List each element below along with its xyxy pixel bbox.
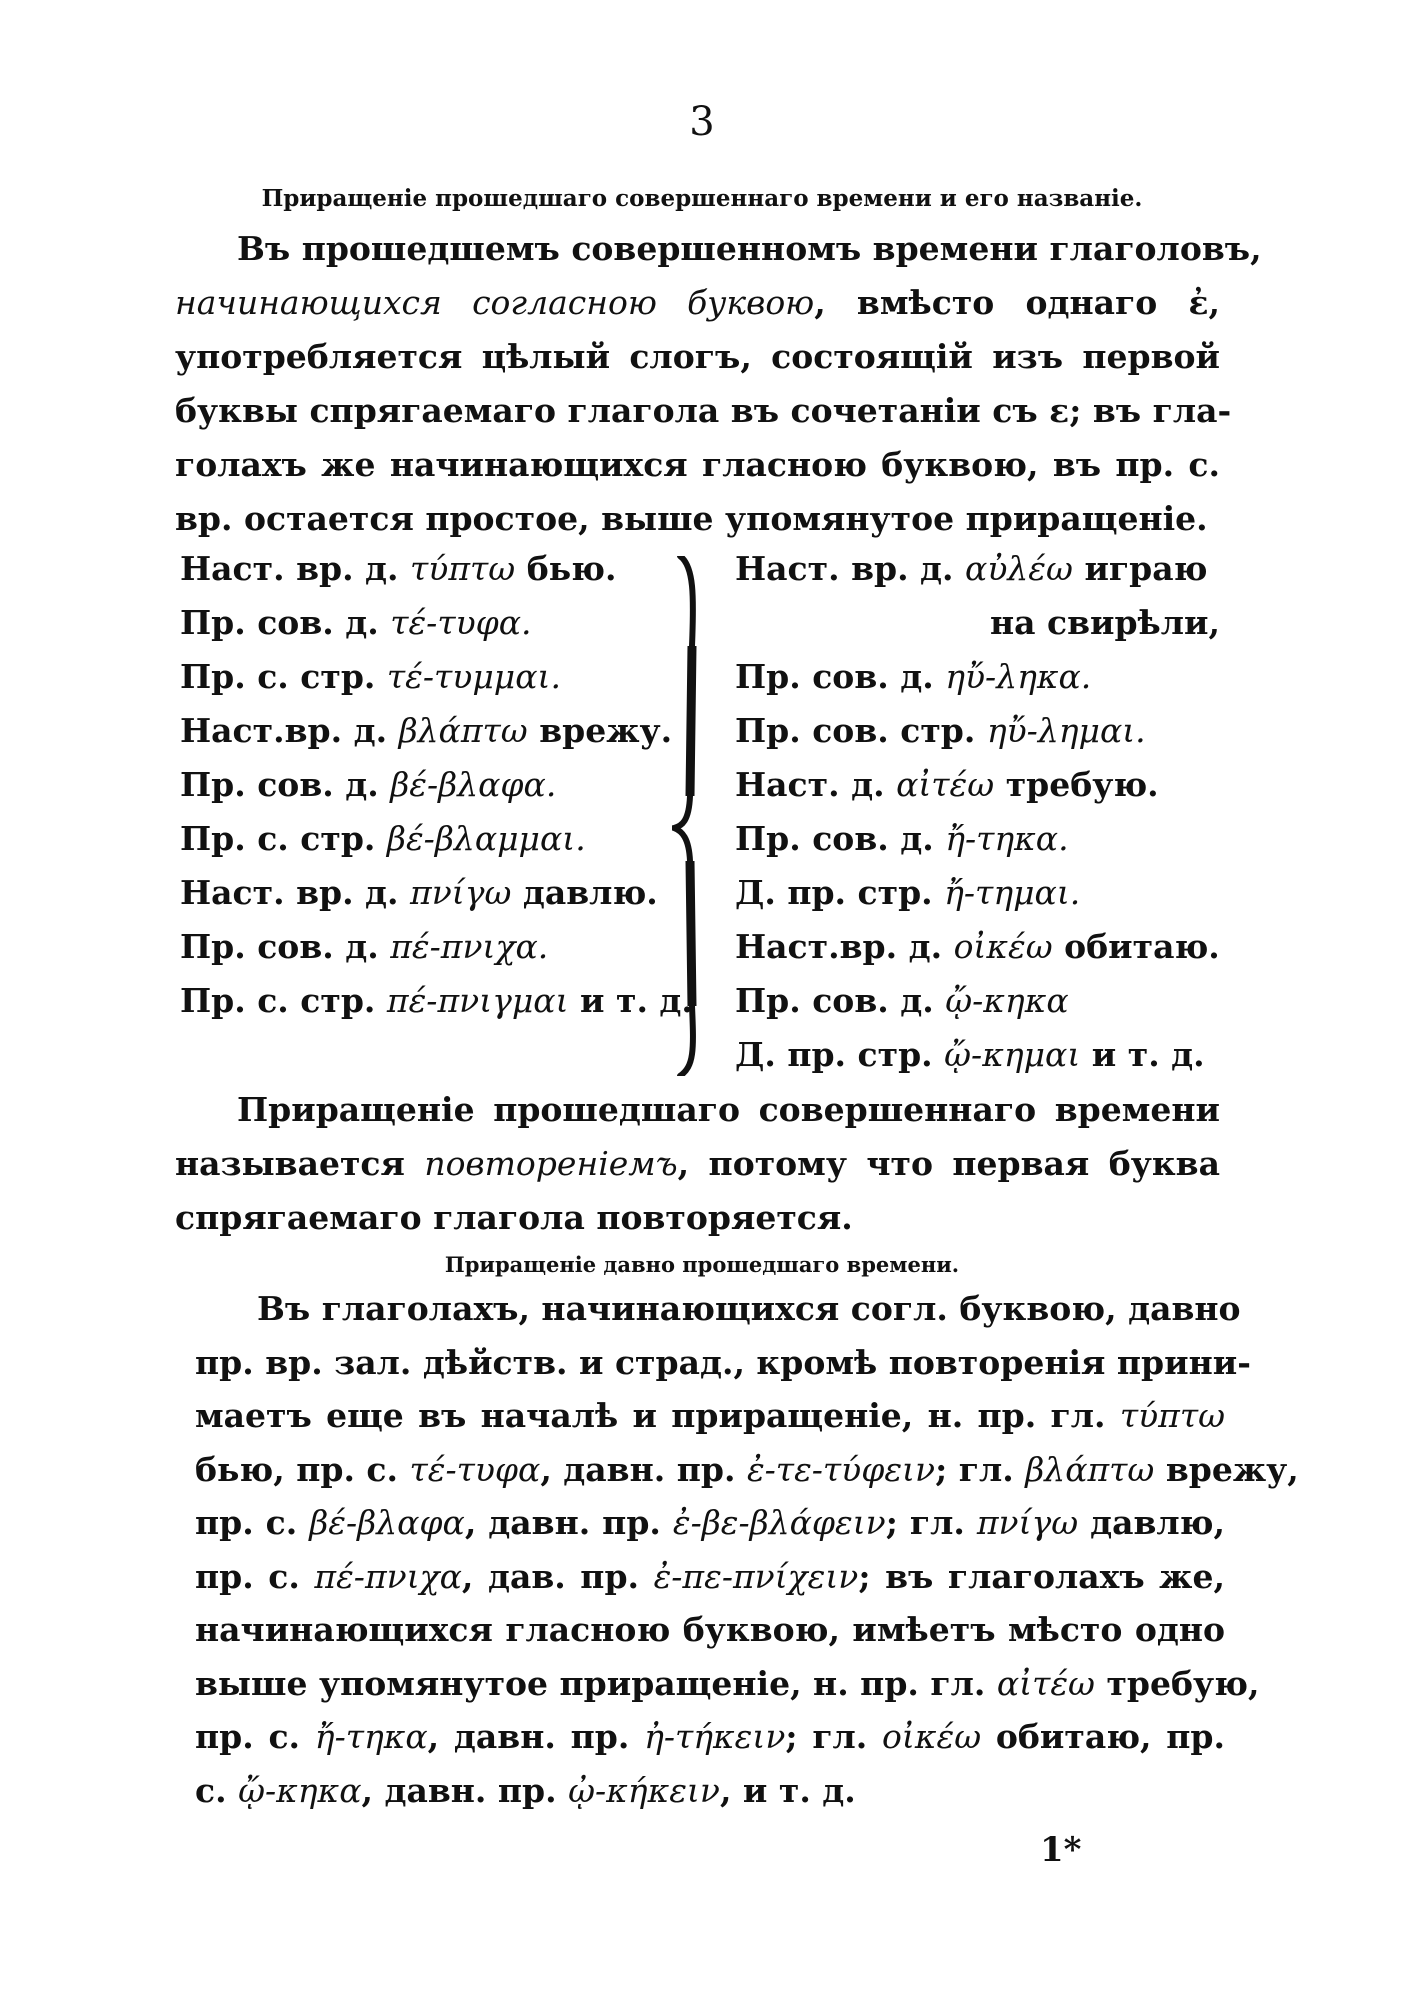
conjugation-table-right [735, 542, 1220, 1082]
text-segment: Въ глаголахъ, начинающихся согл. буквою, давно [257, 1289, 1241, 1328]
text-segment: Въ прошедшемъ совершенномъ времени глаголовъ, [237, 229, 1262, 268]
gloss: требую. [1005, 765, 1159, 804]
text-segment: , давн. пр. [540, 1449, 747, 1489]
text-segment: голахъ же начинающихся гласною буквою, въ пр. с. [175, 445, 1220, 484]
tense-label: Наст. вр. д. [180, 873, 399, 912]
tense-label: Пр. с. стр. [180, 981, 376, 1020]
text-segment: употребляется цѣлый слогъ, состоящій изъ первой [175, 337, 1220, 376]
greek-form: βέ-βλαμμαι. [386, 819, 586, 858]
gloss: и т. д. [580, 981, 693, 1020]
tense-label: Наст. д. [735, 765, 885, 804]
section-heading-perfect-augment: Приращеніе прошедшаго совершеннаго времени и его названіе. [261, 185, 1143, 212]
greek-form: βλάπτω [398, 711, 528, 750]
greek-form: ἤ-τηκα. [945, 819, 1069, 858]
italic-text: ἐ-τε-τύφειν [746, 1449, 936, 1489]
table-row [180, 650, 685, 704]
greek-form: τέ-τυφα. [390, 603, 532, 642]
text-segment: буквы спрягаемаго глагола въ сочетаніи съ ε; въ гла- [175, 391, 1232, 430]
greek-form: ᾤ-κηκα [945, 981, 1069, 1020]
greek-form: βέ-βλαφα. [390, 765, 557, 804]
text-segment: ; гл. [885, 1503, 977, 1542]
text-segment: спрягаемаго глагола повторяется. [175, 1198, 853, 1237]
greek-form: πνίγω [410, 873, 512, 912]
italic-text: αἰτέω [996, 1663, 1095, 1703]
text-line [175, 1137, 1220, 1191]
table-row [735, 758, 1220, 812]
greek-form: αἰτέω [896, 765, 995, 804]
tense-label: Наст.вр. д. [180, 711, 388, 750]
italic-text: τύπτω [1119, 1396, 1225, 1435]
greek-form: ἤ-τημαι. [944, 873, 1081, 912]
table-row [180, 542, 685, 596]
text-segment: обитаю, пр. [981, 1717, 1225, 1756]
text-segment: начинающихся гласною буквою, имѣетъ мѣсто одно [195, 1610, 1225, 1649]
tense-label: Пр. сов. д. [180, 927, 379, 966]
text-segment: ; гл. [785, 1717, 883, 1756]
text-line [195, 1710, 1225, 1764]
tense-label: Пр. сов. д. [180, 603, 379, 642]
table-row [180, 920, 685, 974]
greek-form: οἰκέω [953, 927, 1053, 966]
text-line [175, 1083, 1220, 1137]
text-segment: пр. с. [195, 1503, 310, 1542]
table-row [735, 650, 1220, 704]
text-line [175, 276, 1220, 330]
text-segment: , и т. д. [719, 1770, 856, 1810]
text-segment: с. [195, 1770, 239, 1810]
text-segment: бью, пр. с. [195, 1449, 410, 1489]
text-segment: маетъ еще въ началѣ и приращеніе, н. пр. гл. [195, 1396, 1120, 1435]
tense-label: Пр. сов. д. [735, 819, 934, 858]
italic-text: повтореніемъ [424, 1144, 678, 1183]
text-line [195, 1603, 1225, 1657]
paragraph-reduplication [175, 1083, 1220, 1245]
tense-label: Наст. вр. д. [735, 549, 954, 588]
italic-text: ἐ-βε-βλάφειν [672, 1503, 886, 1542]
tense-label: Д. пр. стр. [735, 1035, 933, 1074]
text-line [175, 1191, 1220, 1245]
italic-text: οἰκέω [882, 1717, 982, 1756]
table-row [735, 704, 1220, 758]
tense-label: Наст.вр. д. [735, 927, 943, 966]
greek-form: τέ-τυμμαι. [386, 657, 561, 696]
table-row [180, 704, 685, 758]
italic-text: τέ-τυφα [409, 1449, 541, 1489]
text-segment: выше упомянутое приращеніе, н. пр. гл. [195, 1663, 997, 1703]
text-segment: Приращеніе прошедшаго совершеннаго времени [237, 1090, 1220, 1129]
text-line [195, 1657, 1260, 1711]
text-segment: , вмѣсто однаго ἐ, [814, 283, 1220, 322]
table-row [735, 812, 1220, 866]
table-row [735, 866, 1220, 920]
text-segment: ; въ глаголахъ же, [858, 1556, 1225, 1596]
curly-brace-divider [672, 556, 732, 1076]
text-line [195, 1550, 1225, 1604]
gloss: и т. д. [1091, 1035, 1205, 1074]
text-segment: пр. с. [195, 1556, 315, 1596]
text-segment: пр. вр. зал. дѣйств. и страд., кромѣ повторенія прини- [195, 1342, 1251, 1382]
paragraph-pluperfect [195, 1282, 1299, 1817]
gloss: врежу. [539, 711, 673, 750]
italic-text: ᾤ-κηκα [238, 1770, 362, 1810]
tense-label: Пр. с. стр. [180, 819, 376, 858]
italic-text: ἐ-πε-πνίχειν [653, 1556, 859, 1596]
table-row [735, 542, 1220, 596]
greek-form: τύπτω [410, 549, 516, 588]
italic-text: ἤ-τηκα [314, 1717, 428, 1756]
italic-text: ἠ-τήκειν [644, 1717, 786, 1756]
table-row [180, 596, 685, 650]
table-row [735, 1028, 1220, 1082]
italic-text: πέ-πνιχα [314, 1556, 462, 1596]
text-segment: пр. с. [195, 1717, 315, 1756]
table-row [180, 974, 693, 1028]
tense-label: Д. пр. стр. [735, 873, 933, 912]
greek-form: πέ-πνιχα. [390, 927, 549, 966]
gloss: обитаю. [1064, 927, 1220, 966]
text-segment: давлю, [1078, 1503, 1226, 1542]
italic-text: ᾠ-κήκειν [568, 1770, 720, 1810]
table-row [180, 812, 685, 866]
signature-mark: 1* [1040, 1830, 1082, 1870]
paragraph-perfect-tense [175, 222, 1262, 546]
gloss: играю [1084, 549, 1208, 588]
text-line [195, 1443, 1299, 1497]
text-segment: вр. остается простое, выше упомянутое приращеніе. [175, 499, 1208, 538]
italic-text: πνίγω [976, 1503, 1079, 1542]
italic-text: βέ-βλαφα [309, 1503, 465, 1542]
tense-label: Пр. сов. стр. [735, 711, 976, 750]
text-segment: , давн. пр. [464, 1503, 673, 1542]
text-segment: ; гл. [935, 1449, 1026, 1489]
conjugation-table-left [180, 542, 693, 1028]
greek-form: αὐλέω [965, 549, 1073, 588]
text-line [175, 384, 1232, 438]
text-line [195, 1764, 1225, 1818]
text-line [195, 1336, 1251, 1390]
text-line [195, 1496, 1225, 1550]
text-segment: врежу, [1154, 1449, 1299, 1489]
tense-label: Пр. с. стр. [180, 657, 376, 696]
italic-text: βλάπτω [1025, 1449, 1155, 1489]
table-row [735, 974, 1220, 1028]
text-line [175, 438, 1220, 492]
gloss: давлю. [522, 873, 658, 912]
tense-label: Пр. сов. д. [180, 765, 379, 804]
text-segment: , давн. пр. [361, 1770, 569, 1810]
page-number: 3 [689, 99, 715, 145]
gloss: бью. [526, 549, 617, 588]
table-row [180, 758, 685, 812]
greek-form: ηὔ-λημαι. [986, 711, 1146, 750]
greek-form: πέ-πνιγμαι [386, 981, 569, 1020]
table-row [735, 920, 1220, 974]
text-line [175, 330, 1220, 384]
greek-form: ηὔ-ληκα. [945, 657, 1092, 696]
tense-label: Пр. сов. д. [735, 657, 934, 696]
table-row [180, 866, 685, 920]
text-segment: , давн. пр. [427, 1717, 645, 1756]
section-heading-pluperfect-augment: Приращеніе давно прошедшаго времени. [444, 1252, 960, 1277]
text-segment: требую, [1094, 1663, 1260, 1703]
italic-text: начинающихся согласною буквою [175, 283, 815, 322]
text-line [195, 1282, 1241, 1336]
text-segment: , дав. пр. [461, 1556, 654, 1596]
greek-form: ᾤ-κημαι [944, 1035, 1081, 1074]
tense-label: Пр. сов. д. [735, 981, 934, 1020]
text-line [195, 1389, 1225, 1443]
text-segment: называется [175, 1144, 425, 1183]
gloss: на свирѣли, [989, 603, 1220, 642]
text-segment: , потому что первая буква [677, 1144, 1220, 1183]
tense-label: Наст. вр. д. [180, 549, 399, 588]
text-line [175, 492, 1220, 546]
table-row [735, 596, 1220, 650]
text-line [175, 222, 1262, 276]
